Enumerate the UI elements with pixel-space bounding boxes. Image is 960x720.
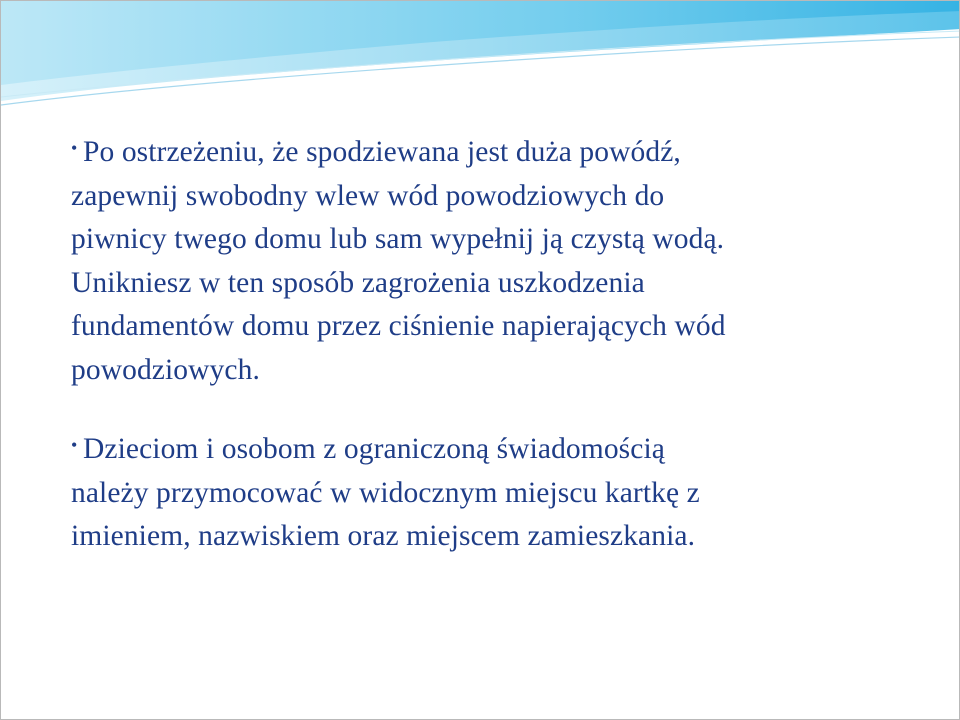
bullet-marker: • xyxy=(71,435,78,455)
text-line-content: Po ostrzeżeniu, że spodziewana jest duża powódź, xyxy=(83,136,681,168)
text-line: Unikniesz w ten sposób zagrożenia uszkodzenia xyxy=(71,266,645,299)
text-line: fundamentów domu przez ciśnienie napierających wód xyxy=(71,310,726,342)
text-line: zapewnij swobodny wlew wód powodziowych do xyxy=(71,179,665,212)
text-line-content: Dzieciom i osobom z ograniczoną świadomością xyxy=(83,433,665,465)
bullet-marker: • xyxy=(71,138,78,158)
text-line: powodziowych. xyxy=(71,353,260,386)
text-line xyxy=(71,127,901,175)
header-wave-decoration xyxy=(1,1,960,131)
slide-content xyxy=(71,127,901,559)
text-line xyxy=(71,424,901,472)
text-line: imieniem, nazwiskiem oraz miejscem zamieszkania. xyxy=(71,520,696,552)
bullet-paragraph-2 xyxy=(71,424,901,559)
text-line: piwnicy twego domu lub sam wypełnij ją czystą wodą. xyxy=(71,223,725,255)
text-line: należy przymocować w widocznym miejscu kartkę z xyxy=(71,476,700,509)
bullet-paragraph-1 xyxy=(71,127,901,392)
